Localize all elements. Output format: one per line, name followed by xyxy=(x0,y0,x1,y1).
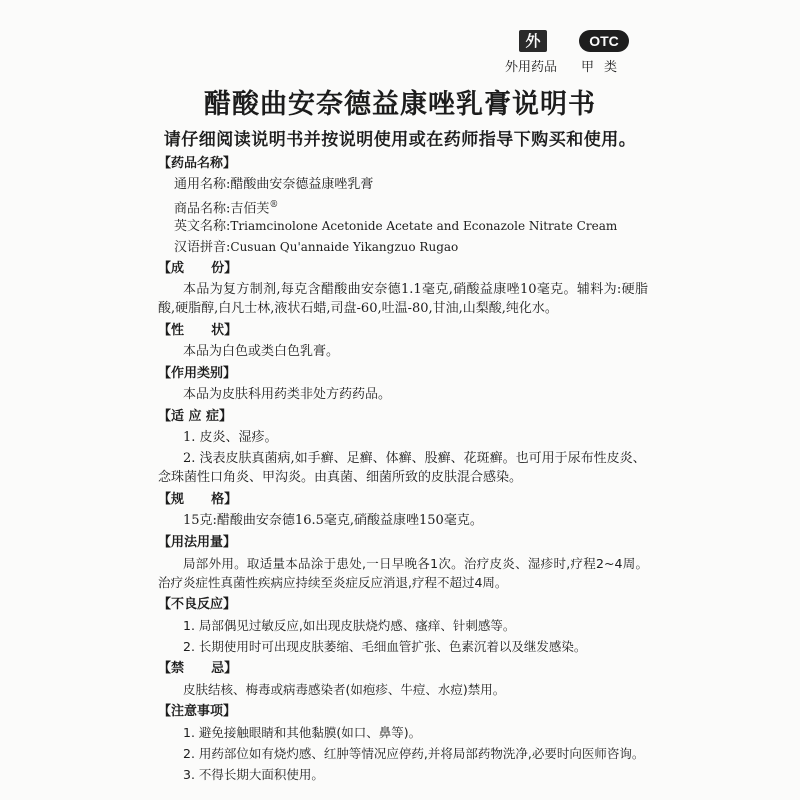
pinyin-name-row xyxy=(158,237,648,258)
indication-item-1: 1. 皮炎、湿疹。 xyxy=(183,430,278,445)
adverse-item-2: 2. 长期使用时可出现皮肤萎缩、毛细血管扩张、色素沉着以及继发感染。 xyxy=(183,639,587,654)
usage-text: 局部外用。取适量本品涂于患处,一日早晚各1次。治疗皮炎、湿疹时,疗程2~4周。治疗炎症性真菌性疾病应持续至炎症反应消退,疗程不超过4周。 xyxy=(158,556,648,590)
english-name-label: 英文名称: xyxy=(174,219,231,234)
contraindications-text: 皮肤结核、梅毒或病毒感染者(如疱疹、牛痘、水痘)禁用。 xyxy=(183,682,506,697)
section-heading-contraindications: 【禁 忌】 xyxy=(158,661,238,676)
generic-name-label: 通用名称: xyxy=(174,177,231,192)
leaflet-body xyxy=(158,153,648,786)
section-heading-notes: 【注意事项】 xyxy=(158,704,237,719)
external-use-caption: 外用药品 xyxy=(505,60,558,75)
generic-name-row xyxy=(158,174,648,195)
note-item-3: 3. 不得长期大面积使用。 xyxy=(183,767,324,782)
english-name-row xyxy=(158,216,648,237)
section-heading-name: 【药品名称】 xyxy=(158,156,237,171)
indication-item-2: 2. 浅表皮肤真菌病,如手癣、足癣、体癣、股癣、花斑癣。也可用于尿布性皮炎、念珠菌性口角炎、甲沟炎。由真菌、细菌所致的皮肤混合感染。 xyxy=(158,451,646,485)
generic-name-value: 醋酸曲安奈德益康唑乳膏 xyxy=(230,177,374,192)
document-title: 醋酸曲安奈德益康唑乳膏说明书 xyxy=(204,89,596,120)
note-item-1: 1. 避免接触眼睛和其他黏膜(如口、鼻等)。 xyxy=(183,725,422,740)
external-use-badge: 外 xyxy=(519,30,547,52)
appearance-text: 本品为白色或类白色乳膏。 xyxy=(183,344,340,359)
registered-mark: ® xyxy=(269,200,279,210)
section-heading-appearance: 【性 状】 xyxy=(158,323,238,338)
trade-name-value: 吉佰芙 xyxy=(230,201,270,217)
trade-name-row xyxy=(158,195,648,216)
otc-class-caption: 甲类 xyxy=(581,60,628,75)
category-badges xyxy=(505,30,633,75)
spec-text: 15克:醋酸曲安奈德16.5毫克,硝酸益康唑150毫克。 xyxy=(183,513,483,528)
otc-badge: OTC xyxy=(579,30,629,52)
trade-name-label: 商品名称: xyxy=(174,201,231,217)
section-heading-spec: 【规 格】 xyxy=(158,492,238,507)
composition-text: 本品为复方制剂,每克含醋酸曲安奈德1.1毫克,硝酸益康唑10毫克。辅料为:硬脂酸,硬脂醇,白凡士林,液状石蜡,司盘-60,吐温-80,甘油,山梨酸,纯化水。 xyxy=(158,282,648,316)
adverse-item-1: 1. 局部偶见过敏反应,如出现皮肤烧灼感、瘙痒、针刺感等。 xyxy=(183,618,516,633)
section-heading-adverse: 【不良反应】 xyxy=(158,597,237,612)
english-name-value: Triamcinolone Acetonide Acetate and Econazole Nitrate Cream xyxy=(230,219,618,233)
document-subtitle: 请仔细阅读说明书并按说明使用或在药师指导下购买和使用。 xyxy=(163,130,637,150)
section-heading-usage: 【用法用量】 xyxy=(158,535,237,550)
section-heading-category: 【作用类别】 xyxy=(158,366,237,381)
pinyin-name-value: Cusuan Qu'annaide Yikangzuo Rugao xyxy=(230,240,459,254)
section-heading-indications: 【适 应 症】 xyxy=(158,409,233,424)
section-heading-composition: 【成 份】 xyxy=(158,261,238,276)
pinyin-name-label: 汉语拼音: xyxy=(174,240,231,255)
note-item-2: 2. 用药部位如有烧灼感、红肿等情况应停药,并将局部药物洗净,必要时向医师咨询。 xyxy=(183,746,645,761)
category-text: 本品为皮肤科用药类非处方药药品。 xyxy=(183,387,392,402)
